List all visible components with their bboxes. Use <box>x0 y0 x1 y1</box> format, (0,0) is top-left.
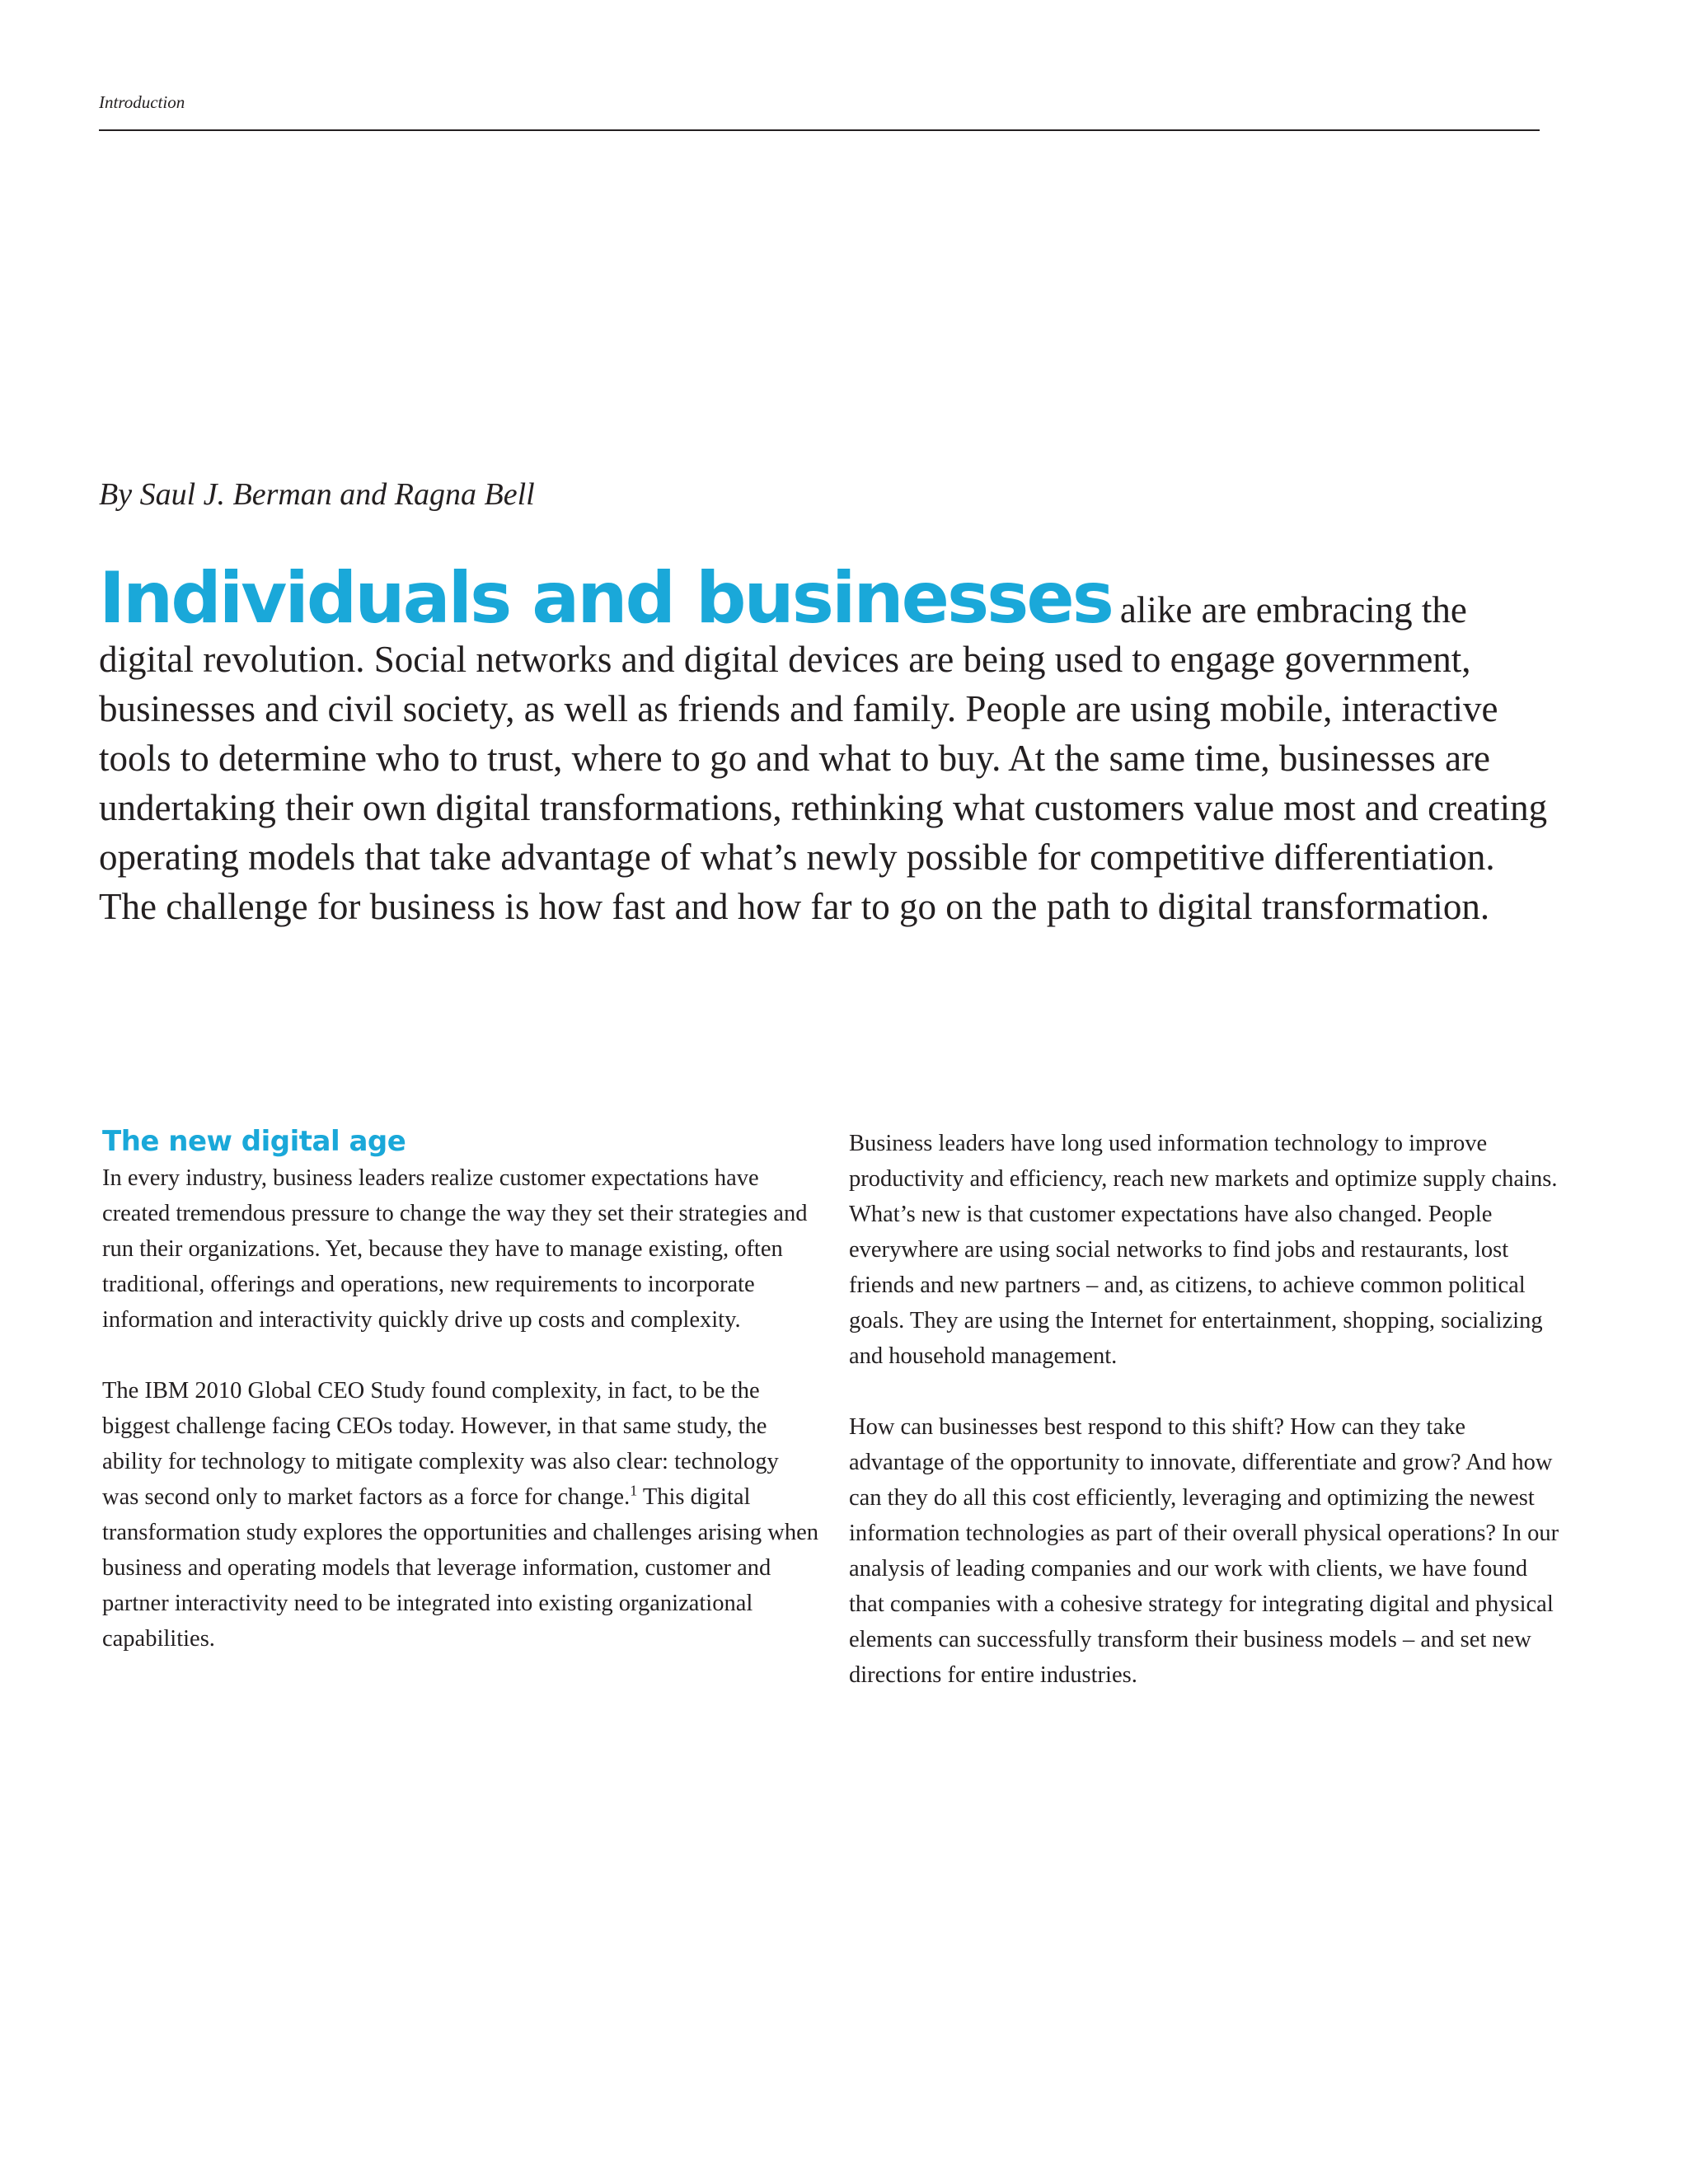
left-paragraph-2-part-a: The IBM 2010 Global CEO Study found complexity, in fact, to be the biggest challenge facing CEOs today. However, in that same study, the ability for technology to mitigate complexity was also clear: technology was second only to market factors as a force for change. <box>102 1378 779 1510</box>
intro-lead: Individuals and businesses <box>99 557 1112 640</box>
running-head: Introduction <box>99 92 185 112</box>
left-column <box>102 1122 819 1692</box>
left-paragraph-2-part-b: This digital transformation study explores the opportunities and challenges arising when business and operating models that leverage information, customer and partner interactivity need to be integrated into existing organizational capabilities. <box>102 1484 819 1652</box>
intro-paragraph <box>99 557 1550 931</box>
footnote-marker: 1 <box>630 1482 638 1499</box>
right-paragraph-1: Business leaders have long used information technology to improve productivity and efficiency, reach new markets and optimize supply chains. What’s new is that customer expectations have also changed. People everywhere are using social networks to find jobs and restaurants, lost friends and new partners – and, as citizens, to achieve common political goals. They are using the Internet for entertainment, shopping, socializing and household management. <box>849 1131 1558 1369</box>
header-rule <box>99 129 1540 131</box>
section-heading: The new digital age <box>102 1125 406 1158</box>
left-paragraph-2 <box>102 1373 819 1657</box>
right-paragraph-2: How can businesses best respond to this shift? How can they take advantage of the opportunity to innovate, differentiate and grow? And how can they do all this cost efficiently, leveraging and optimizing the newest information technologies as part of their overall physical operations? In our analysis of leading companies and our work with clients, we have found that companies with a cohesive strategy for integrating digital and physical elements can successfully transform their business models – and set new directions for entire industries. <box>849 1414 1559 1688</box>
intro-body: alike are embracing the digital revolution. Social networks and digital devices are being used to engage government, businesses and civil society, as well as friends and family. People are using mobile, interactive tools to determine who to trust, where to go and what to buy. At the same time, businesses are undertaking their own digital transformations, rethinking what customers value most and creating operating models that take advantage of what’s newly possible for competitive differentiation. The challenge for business is how fast and how far to go on the path to digital transformation. <box>99 589 1548 927</box>
right-column <box>849 1126 1566 1728</box>
byline: By Saul J. Berman and Ragna Bell <box>99 477 535 512</box>
left-paragraph-1: In every industry, business leaders realize customer expectations have created tremendous pressure to change the way they set their strategies and run their organizations. Yet, because they have to manage existing, often traditional, offerings and operations, new requirements to incorporate information and interactivity quickly drive up costs and complexity. <box>102 1165 808 1333</box>
